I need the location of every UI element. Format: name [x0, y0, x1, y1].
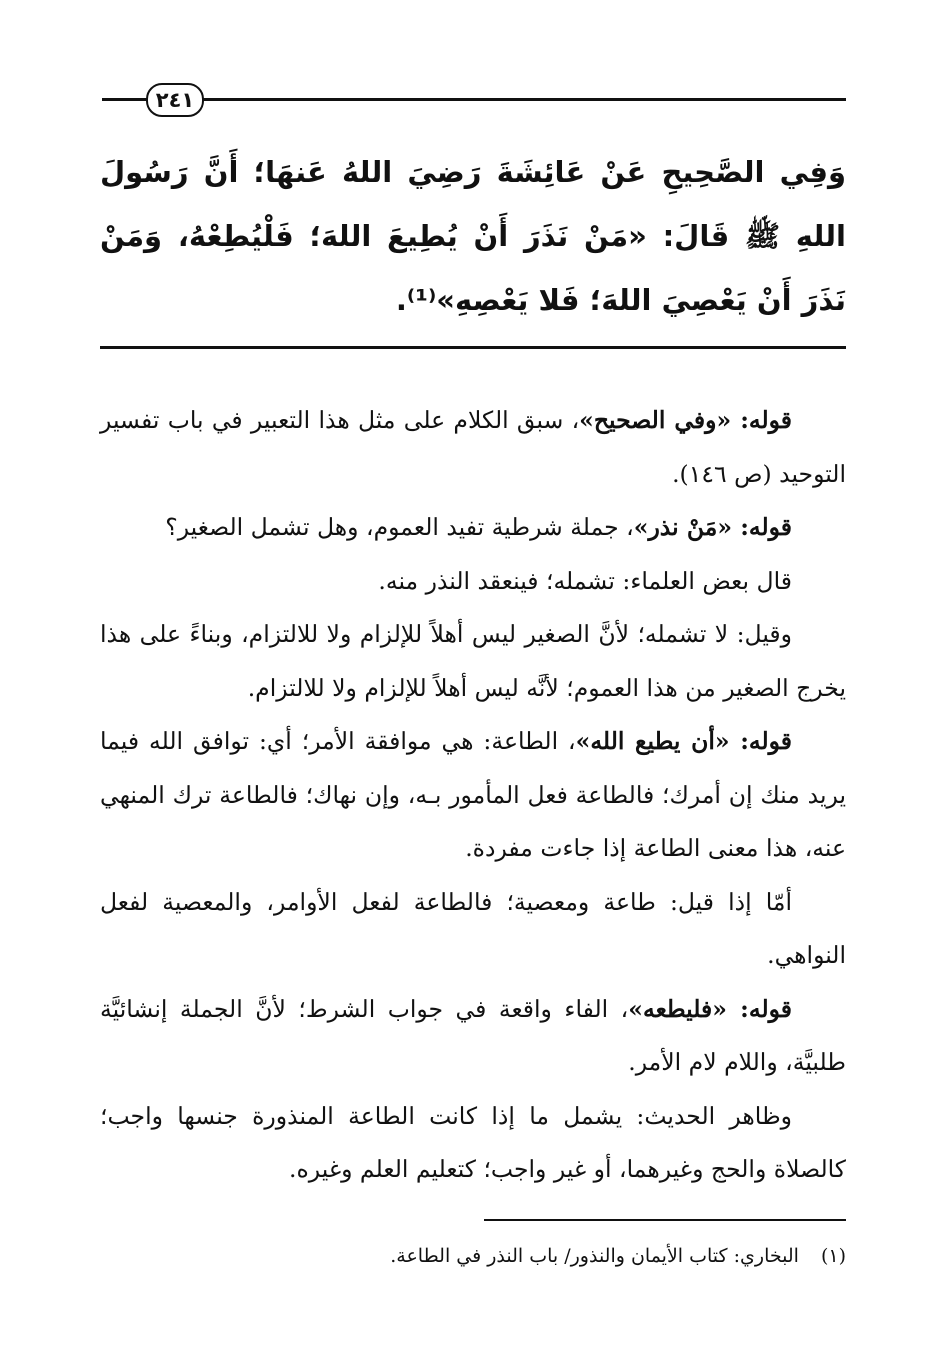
paragraph-text: أمّا إذا قيل: طاعة ومعصية؛ فالطاعة لفعل الأوامر، والمعصية لفعل النواهي. [100, 887, 846, 969]
paragraph-text: ، الفاء واقعة في جواب الشرط؛ لأنَّ الجملة إنشائيَّة طلبيَّة، واللام لام الأمر. [100, 994, 846, 1076]
commentary-paragraph [100, 1090, 846, 1197]
footnote-number: (١) [820, 1245, 846, 1267]
footnote [100, 1238, 846, 1274]
page-number: ٢٤١ [146, 83, 204, 117]
matn-divider [100, 346, 846, 349]
paragraph-text: وظاهر الحديث: يشمل ما إذا كانت الطاعة المنذورة جنسها واجب؛ كالصلاة والحج وغيرهما، أو غير واجب؛ كتعليم العلم وغيره. [100, 1101, 846, 1183]
paragraph-lead: قوله: «أن يطيع الله» [575, 727, 792, 755]
commentary-paragraph [100, 715, 846, 876]
commentary [100, 394, 846, 1197]
paragraph-text: ، سبق الكلام على مثل هذا التعبير في باب تفسير التوحيد (ص ١٤٦). [100, 406, 846, 488]
commentary-paragraph [100, 876, 846, 983]
paragraph-lead: قوله: «مَنْ نذر» [633, 513, 792, 541]
commentary-paragraph [100, 501, 846, 555]
commentary-paragraph [100, 394, 846, 501]
commentary-paragraph [100, 608, 846, 715]
header-rule [102, 98, 846, 101]
paragraph-lead: قوله: «وفي الصحيح» [579, 406, 792, 434]
commentary-paragraph [100, 983, 846, 1090]
footnote-divider [484, 1219, 846, 1221]
paragraph-text: ، جملة شرطية تفيد العموم، وهل تشمل الصغير؟ [165, 513, 634, 541]
footnote-text: البخاري: كتاب الأيمان والنذور/ باب النذر في الطاعة. [390, 1245, 799, 1267]
hadith-text: وَفِي الصَّحِيحِ عَنْ عَائِشَةَ رَضِيَ اللهُ عَنهَا؛ أَنَّ رَسُولَ اللهِ ﷺ قَالَ: «مَنْ نَذَرَ أَنْ يُطِيعَ اللهَ؛ فَلْيُطِعْهُ، وَمَنْ نَذَرَ أَنْ يَعْصِيَ اللهَ؛ فَلا يَعْصِهِ»⁽¹⁾. [100, 155, 846, 317]
commentary-paragraph [100, 555, 846, 609]
paragraph-lead: قوله: «فليطعه» [628, 994, 792, 1023]
paragraph-text: ، الطاعة: هي موافقة الأمر؛ أي: توافق الله فيما يريد منك إن أمرك؛ فالطاعة فعل المأمور بـه، وإن نهاك؛ فالطاعة ترك المنهي عنه، هذا معنى الطاعة إذا جاءت مفردة. [100, 727, 846, 862]
paragraph-text: وقيل: لا تشمله؛ لأنَّ الصغير ليس أهلاً للإلزام ولا للالتزام، وبناءً على هذا يخرج الصغير من هذا العموم؛ لأنَّه ليس أهلاً للإلزام ولا للالتزام. [100, 620, 846, 702]
paragraph-text: قال بعض العلماء: تشمله؛ فينعقد النذر منه. [378, 566, 792, 595]
